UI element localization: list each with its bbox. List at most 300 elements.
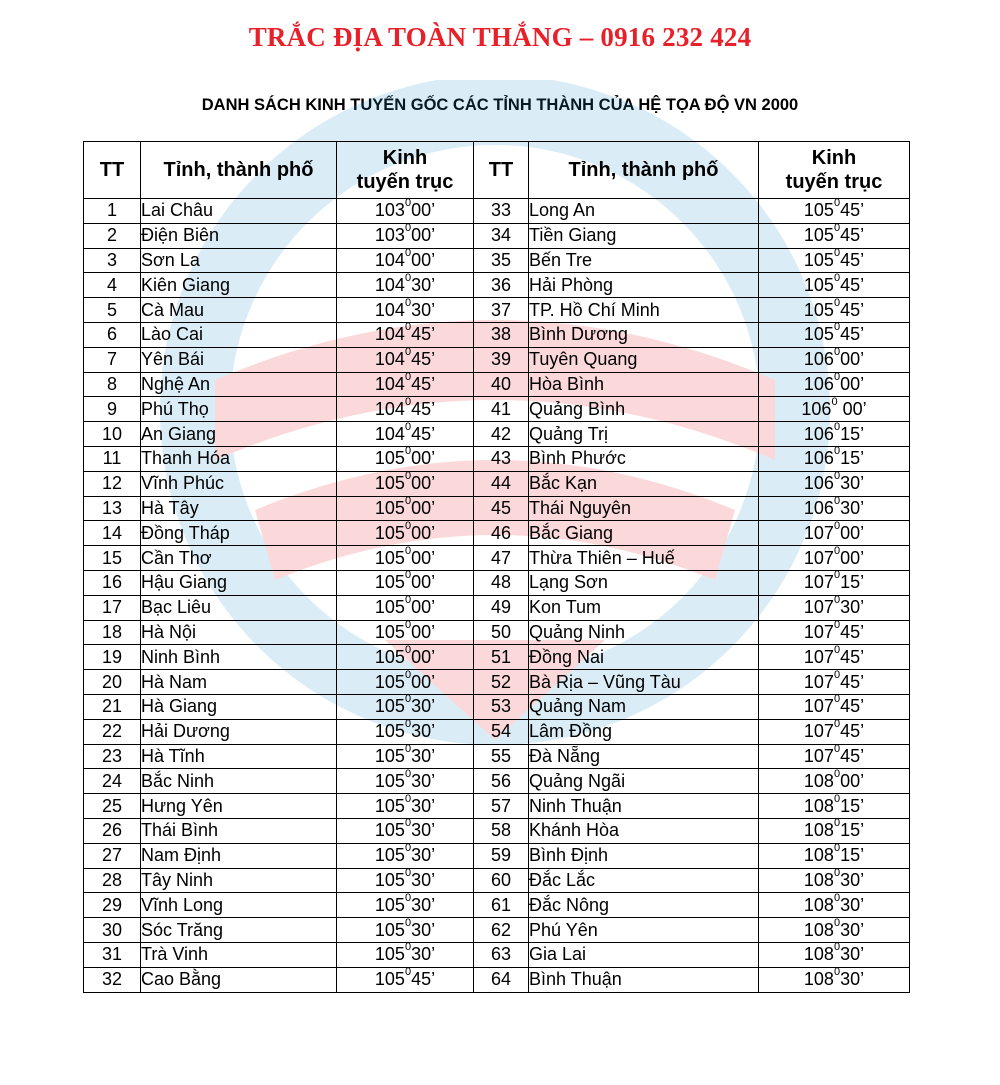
province-cell: Hải Dương [141,719,337,744]
tt-cell: 17 [84,595,141,620]
province-cell: Bình Phước [529,446,759,471]
degree-mark: 0 [833,916,841,929]
meridian-cell [337,298,474,323]
degree-mark: 0 [833,445,841,458]
meridian-degrees: 103 [374,200,405,221]
province-cell: Hậu Giang [141,570,337,595]
tt-cell: 37 [474,298,529,323]
meridian-degrees: 105 [803,324,834,345]
degree-mark: 0 [404,792,412,805]
meridian-minutes: 45’ [411,373,436,394]
meridian-degrees: 107 [803,696,834,717]
degree-mark: 0 [833,891,841,904]
meridian-minutes: 45’ [840,324,865,345]
header-meridian-line1: Kinh [382,147,428,169]
tt-cell: 15 [84,546,141,571]
meridian-cell [759,223,910,248]
province-cell: Bến Tre [529,248,759,273]
table-row [84,446,910,471]
table-row [84,322,910,347]
province-cell: Đắc Nông [529,893,759,918]
province-cell: Vĩnh Phúc [141,471,337,496]
degree-mark: 0 [833,742,841,755]
table-row [84,719,910,744]
table-row [84,942,910,967]
meridian-cell [337,422,474,447]
meridian-cell [759,794,910,819]
meridian-degrees: 105 [374,795,405,816]
meridian-minutes: 00’ [411,200,436,221]
meridian-cell [337,223,474,248]
meridian-minutes: 30’ [840,497,865,518]
table-row [84,372,910,397]
meridian-degrees: 105 [374,696,405,717]
province-cell: Đà Nẵng [529,744,759,769]
table-row [84,273,910,298]
meridian-cell [337,397,474,422]
province-cell: Quảng Bình [529,397,759,422]
tt-cell: 28 [84,868,141,893]
degree-mark: 0 [404,420,412,433]
province-cell: Hưng Yên [141,794,337,819]
degree-mark: 0 [833,222,841,235]
meridian-cell [759,273,910,298]
meridian-degrees: 104 [374,249,405,270]
meridian-minutes: 45’ [840,696,865,717]
meridian-cell [759,918,910,943]
tt-cell: 35 [474,248,529,273]
degree-mark: 0 [404,321,412,334]
province-cell: An Giang [141,422,337,447]
meridian-cell [337,818,474,843]
tt-cell: 22 [84,719,141,744]
degree-mark: 0 [404,569,412,582]
meridian-degrees: 106 [803,373,834,394]
meridian-cell [337,967,474,992]
meridian-cell [337,769,474,794]
degree-mark: 0 [404,544,412,557]
meridian-degrees: 104 [374,398,405,419]
meridian-cell [337,694,474,719]
table-row [84,645,910,670]
header-meridian-line2: tuyến trục [356,171,454,193]
province-cell: Bình Thuận [529,967,759,992]
table-row [84,967,910,992]
tt-cell: 61 [474,893,529,918]
province-cell: Nam Định [141,843,337,868]
degree-mark: 0 [404,742,412,755]
meridian-cell [337,199,474,224]
meridian-degrees: 105 [374,745,405,766]
province-cell: Thái Bình [141,818,337,843]
meridian-minutes: 00’ [411,547,436,568]
meridian-degrees: 105 [374,770,405,791]
degree-mark: 0 [404,767,412,780]
meridian-minutes: 45’ [840,225,865,246]
tt-cell: 53 [474,694,529,719]
degree-mark: 0 [833,271,841,284]
province-cell: Hà Nội [141,620,337,645]
degree-mark: 0 [404,693,412,706]
meridian-minutes: 30’ [840,597,865,618]
meridian-minutes: 45’ [411,349,436,370]
meridian-cell [759,843,910,868]
tt-cell: 47 [474,546,529,571]
degree-mark: 0 [404,271,412,284]
degree-mark: 0 [404,395,412,408]
meridian-minutes: 45’ [411,423,436,444]
degree-mark: 0 [404,966,412,979]
meridian-cell [337,868,474,893]
tt-cell: 56 [474,769,529,794]
tt-cell: 19 [84,645,141,670]
meridian-cell [759,422,910,447]
tt-cell: 45 [474,496,529,521]
header-meridian-right [759,142,910,199]
meridian-degrees: 107 [803,572,834,593]
degree-mark: 0 [833,569,841,582]
meridian-degrees: 107 [803,745,834,766]
meridian-cell [759,670,910,695]
meridian-minutes: 45’ [840,200,865,221]
table-row [84,521,910,546]
degree-mark: 0 [404,445,412,458]
tt-cell: 51 [474,645,529,670]
meridian-degrees: 106 [803,349,834,370]
tt-cell: 39 [474,347,529,372]
table-row [84,843,910,868]
degree-mark: 0 [833,494,841,507]
meridian-minutes: 30’ [411,944,436,965]
degree-mark: 0 [833,767,841,780]
meridian-minutes: 30’ [840,473,865,494]
meridian-degrees: 105 [374,845,405,866]
meridian-degrees: 105 [803,249,834,270]
meridian-minutes: 45’ [840,274,865,295]
meridian-minutes: 30’ [411,299,436,320]
meridian-cell [337,794,474,819]
meridian-minutes: 00’ [840,349,865,370]
meridian-degrees: 105 [374,869,405,890]
degree-mark: 0 [833,718,841,731]
meridian-degrees: 104 [374,274,405,295]
tt-cell: 13 [84,496,141,521]
meridian-minutes: 00’ [411,671,436,692]
meridian-minutes: 30’ [411,721,436,742]
meridian-minutes: 45’ [411,324,436,345]
table-row [84,744,910,769]
header-province-right: Tỉnh, thành phố [529,142,759,199]
meridian-cell [759,595,910,620]
meridian-minutes: 00’ [411,621,436,642]
tt-cell: 12 [84,471,141,496]
province-cell: Điện Biên [141,223,337,248]
degree-mark: 0 [404,246,412,259]
meridian-minutes: 30’ [411,820,436,841]
tt-cell: 8 [84,372,141,397]
tt-cell: 21 [84,694,141,719]
degree-mark: 0 [404,668,412,681]
meridian-degrees: 105 [374,894,405,915]
meridian-cell [759,570,910,595]
tt-cell: 1 [84,199,141,224]
meridian-minutes: 45’ [840,299,865,320]
table-row [84,199,910,224]
province-cell: Quảng Trị [529,422,759,447]
province-cell: Ninh Thuận [529,794,759,819]
province-cell: Nghệ An [141,372,337,397]
meridian-degrees: 105 [374,621,405,642]
meridian-cell [337,521,474,546]
meridian-minutes: 30’ [411,795,436,816]
meridian-minutes: 30’ [411,919,436,940]
degree-mark: 0 [404,718,412,731]
meridian-minutes: 15’ [840,572,865,593]
meridian-minutes: 00’ [411,597,436,618]
degree-mark: 0 [833,817,841,830]
tt-cell: 31 [84,942,141,967]
tt-cell: 10 [84,422,141,447]
meridian-cell [337,248,474,273]
meridian-degrees: 108 [803,845,834,866]
tt-cell: 30 [84,918,141,943]
meridian-cell [337,471,474,496]
province-cell: Cà Mau [141,298,337,323]
table-row [84,570,910,595]
meridian-minutes: 00’ [411,646,436,667]
province-cell: Hòa Bình [529,372,759,397]
meridian-degrees: 105 [374,646,405,667]
tt-cell: 58 [474,818,529,843]
meridian-degrees: 107 [803,547,834,568]
tt-cell: 16 [84,570,141,595]
meridian-degrees: 108 [803,944,834,965]
meridian-degrees: 105 [803,299,834,320]
degree-mark: 0 [833,618,841,631]
province-cell: Lào Cai [141,322,337,347]
meridian-cell [759,942,910,967]
meridian-degrees: 107 [803,621,834,642]
meridian-minutes: 00’ [411,522,436,543]
meridian-degrees: 104 [374,373,405,394]
tt-cell: 33 [474,199,529,224]
tt-cell: 40 [474,372,529,397]
meridian-cell [759,446,910,471]
meridian-minutes: 00’ [840,373,865,394]
province-cell: Ninh Bình [141,645,337,670]
province-cell: Lâm Đồng [529,719,759,744]
meridian-minutes: 30’ [411,274,436,295]
province-cell: Hải Phòng [529,273,759,298]
tt-cell: 5 [84,298,141,323]
province-cell: Hà Giang [141,694,337,719]
province-cell: Cần Thơ [141,546,337,571]
province-cell: Hà Tây [141,496,337,521]
province-cell: Quảng Nam [529,694,759,719]
meridian-cell [337,570,474,595]
meridian-minutes: 30’ [840,869,865,890]
province-cell: Cao Bằng [141,967,337,992]
meridian-cell [759,372,910,397]
meridian-degrees: 108 [803,919,834,940]
meridian-cell [759,298,910,323]
province-cell: Bắc Kạn [529,471,759,496]
meridian-cell [337,942,474,967]
header-meridian-left [337,142,474,199]
tt-cell: 62 [474,918,529,943]
degree-mark: 0 [833,668,841,681]
degree-mark: 0 [833,420,841,433]
tt-cell: 7 [84,347,141,372]
table-row [84,248,910,273]
meridian-minutes: 30’ [411,894,436,915]
tt-cell: 2 [84,223,141,248]
meridian-cell [759,546,910,571]
meridian-cell [337,347,474,372]
meridian-degrees: 107 [803,671,834,692]
meridian-cell [337,322,474,347]
meridian-cell [337,893,474,918]
meridian-cell [337,719,474,744]
province-cell: Quảng Ngãi [529,769,759,794]
tt-cell: 48 [474,570,529,595]
table-row [84,422,910,447]
tt-cell: 54 [474,719,529,744]
tt-cell: 32 [84,967,141,992]
degree-mark: 0 [833,966,841,979]
meridian-cell [337,372,474,397]
meridian-degrees: 105 [374,721,405,742]
meridian-minutes: 15’ [840,423,865,444]
meridian-cell [337,645,474,670]
province-cell: Tuyên Quang [529,347,759,372]
province-cell: Bắc Ninh [141,769,337,794]
meridian-degrees: 106 [803,448,834,469]
meridian-minutes: 45’ [840,646,865,667]
degree-mark: 0 [404,891,412,904]
meridian-degrees: 105 [374,448,405,469]
tt-cell: 24 [84,769,141,794]
degree-mark: 0 [833,370,841,383]
tt-cell: 46 [474,521,529,546]
table-row [84,546,910,571]
meridian-degrees: 104 [374,299,405,320]
meridian-cell [337,744,474,769]
degree-mark: 0 [833,346,841,359]
degree-mark: 0 [833,519,841,532]
degree-mark: 0 [833,321,841,334]
tt-cell: 38 [474,322,529,347]
table-row [84,347,910,372]
degree-mark: 0 [833,866,841,879]
province-cell: Hà Tĩnh [141,744,337,769]
meridian-minutes: 45’ [411,969,436,990]
tt-cell: 64 [474,967,529,992]
meridian-cell [759,818,910,843]
degree-mark: 0 [404,519,412,532]
meridian-minutes: 30’ [411,770,436,791]
table-row [84,471,910,496]
province-cell: Đắc Lắc [529,868,759,893]
province-cell: Đồng Nai [529,645,759,670]
meridian-degrees: 105 [374,969,405,990]
meridian-cell [759,397,910,422]
meridian-minutes: 30’ [840,919,865,940]
province-cell: Sơn La [141,248,337,273]
meridian-degrees: 105 [374,597,405,618]
meridian-minutes: 00’ [840,770,865,791]
meridian-cell [759,322,910,347]
degree-mark: 0 [404,470,412,483]
province-cell: TP. Hồ Chí Minh [529,298,759,323]
meridian-cell [759,744,910,769]
tt-cell: 60 [474,868,529,893]
meridian-cell [337,446,474,471]
degree-mark: 0 [833,594,841,607]
table-row [84,670,910,695]
meridian-cell [337,546,474,571]
table-row [84,868,910,893]
province-cell: Tiền Giang [529,223,759,248]
meridian-minutes: 00’ [411,225,436,246]
meridian-minutes: 45’ [411,398,436,419]
degree-mark: 0 [404,197,412,210]
table-row [84,694,910,719]
degree-mark: 0 [833,842,841,855]
tt-cell: 36 [474,273,529,298]
degree-mark: 0 [404,618,412,631]
meridian-cell [337,918,474,943]
meridian-cell [337,595,474,620]
meridian-degrees: 105 [803,225,834,246]
province-cell: Bình Định [529,843,759,868]
meridian-degrees: 104 [374,423,405,444]
meridian-minutes: 30’ [840,969,865,990]
province-cell: Trà Vinh [141,942,337,967]
tt-cell: 25 [84,794,141,819]
degree-mark: 0 [404,594,412,607]
meridian-degrees: 107 [803,597,834,618]
meridian-minutes: 00’ [411,572,436,593]
meridian-degrees: 105 [803,200,834,221]
meridian-minutes: 30’ [840,944,865,965]
tt-cell: 26 [84,818,141,843]
meridian-cell [337,843,474,868]
meridian-cell [759,893,910,918]
degree-mark: 0 [833,544,841,557]
meridian-minutes: 00’ [411,249,436,270]
tt-cell: 57 [474,794,529,819]
province-cell: Phú Thọ [141,397,337,422]
table-row [84,769,910,794]
tt-cell: 20 [84,670,141,695]
header-meridian-line2: tuyến trục [785,171,883,193]
meridian-degrees: 108 [803,869,834,890]
table-row [84,918,910,943]
meridian-cell [759,521,910,546]
meridian-cell [337,620,474,645]
meridian-degrees: 105 [374,671,405,692]
meridian-minutes: 45’ [840,671,865,692]
province-cell: Bình Dương [529,322,759,347]
province-cell: Thái Nguyên [529,496,759,521]
province-cell: Bắc Giang [529,521,759,546]
tt-cell: 18 [84,620,141,645]
degree-mark: 0 [404,643,412,656]
meridian-cell [759,967,910,992]
meridian-minutes: 15’ [840,820,865,841]
province-cell: Phú Yên [529,918,759,943]
